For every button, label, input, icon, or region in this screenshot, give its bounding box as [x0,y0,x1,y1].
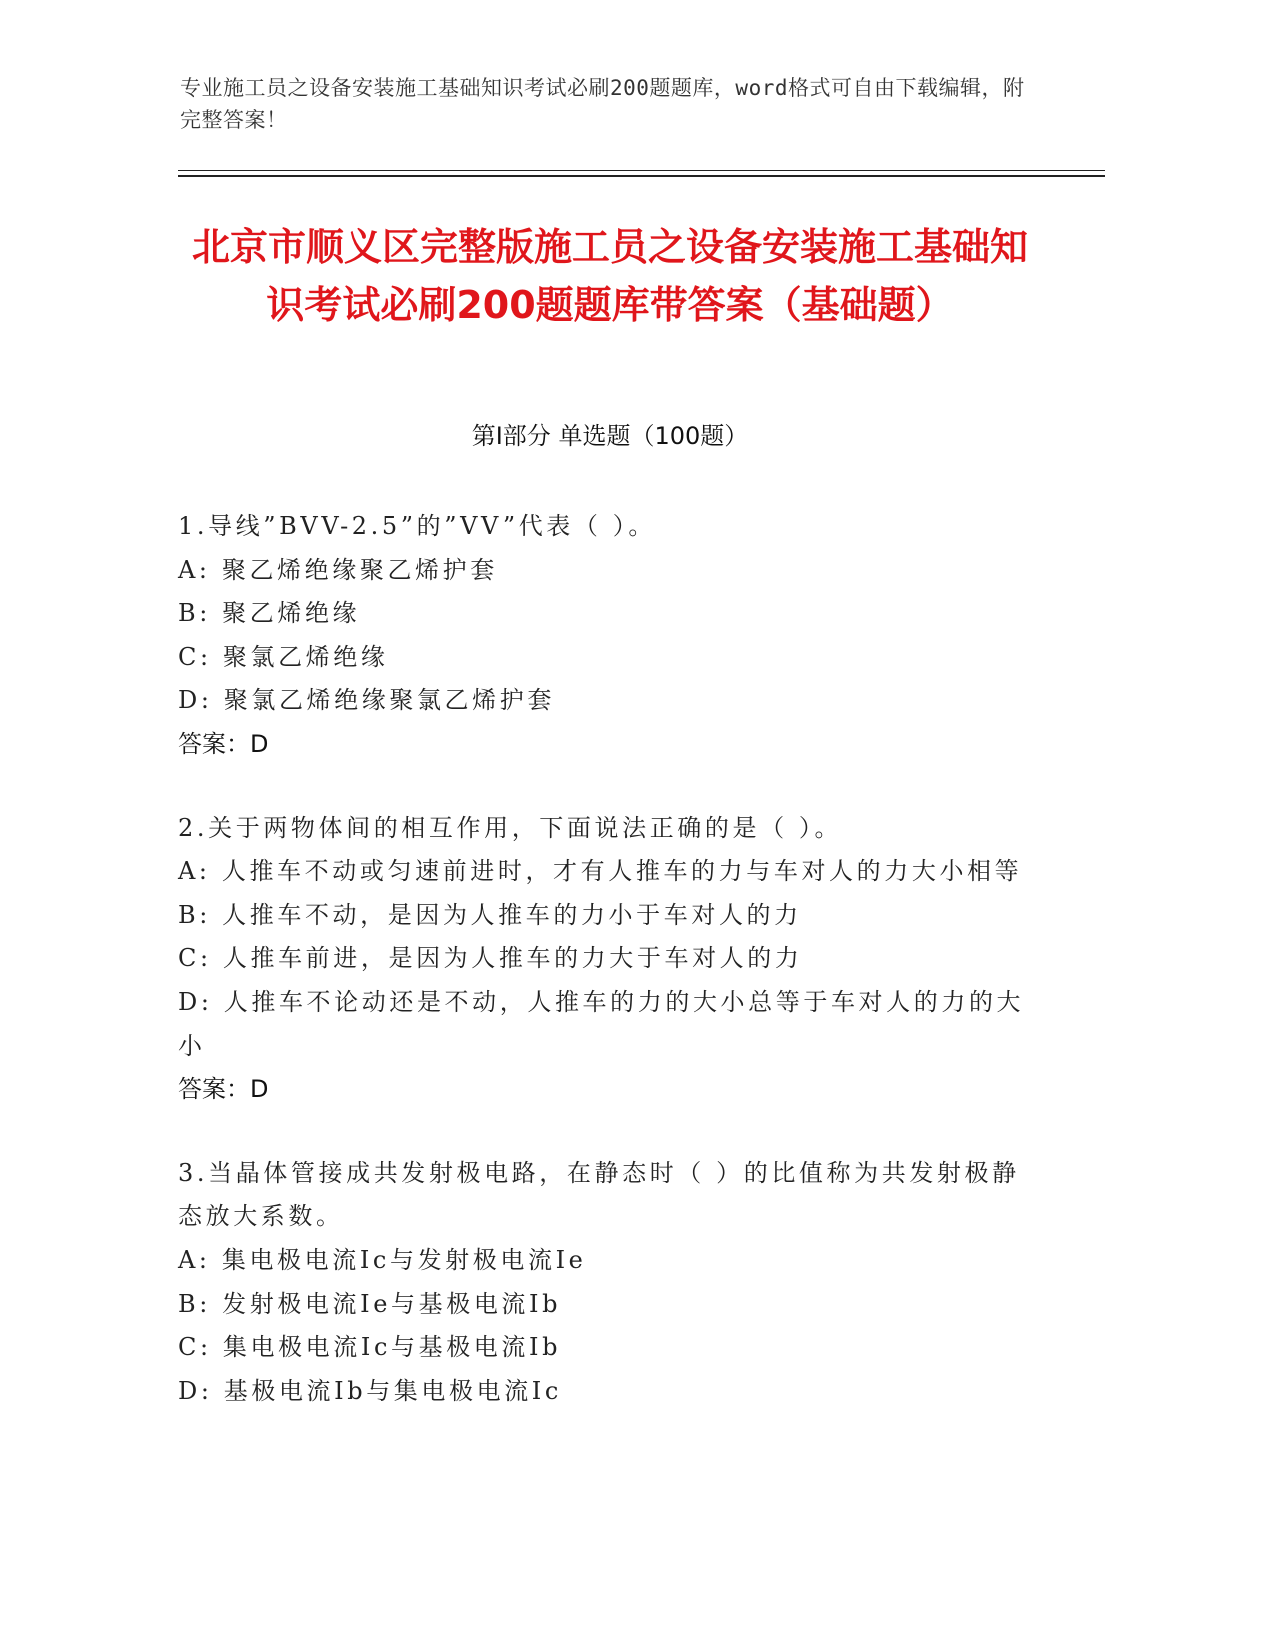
option-b: B: 人推车不动，是因为人推车的力小于车对人的力 [178,900,802,929]
question-stem: 2.关于两物体间的相互作用，下面说法正确的是（ ）。 [178,813,843,842]
header-divider-thick [178,175,1105,177]
option-d: D: 基极电流Ib与集电极电流Ic [178,1376,562,1405]
option-d: D: 聚氯乙烯绝缘聚氯乙烯护套 [178,686,555,715]
question-1 [178,505,1038,767]
question-stem: 3.当晶体管接成共发射极电路，在静态时（ ）的比值称为共发射极静态放大系数。 [178,1158,1020,1231]
section-title: 第Ⅰ部分 单选题（100题） [471,422,749,450]
option-a: A: 人推车不动或匀速前进时，才有人推车的力与车对人的力大小相等 [178,857,1023,886]
document-title: 北京市顺义区完整版施工员之设备安装施工基础知识考试必刷200题题库带答案（基础题） [191,225,1028,327]
option-a: A: 集电极电流Ic与发射极电流Ie [178,1245,587,1274]
question-3 [178,1152,1038,1414]
option-b: B: 聚乙烯绝缘 [178,599,361,628]
option-b: B: 发射极电流Ie与基极电流Ib [178,1289,562,1318]
option-d: D: 人推车不论动还是不动，人推车的力的大小总等于车对人的力的大小 [178,987,1025,1060]
option-a: A: 聚乙烯绝缘聚乙烯护套 [178,555,498,584]
answer: 答案：D [178,729,269,758]
option-c: C: 聚氯乙烯绝缘 [178,642,389,671]
question-stem: 1.导线”BVV-2.5”的”VV”代表（ ）。 [178,512,656,540]
option-c: C: 人推车前进，是因为人推车的力大于车对人的力 [178,944,803,973]
answer: 答案：D [178,1075,269,1104]
option-c: C: 集电极电流Ic与基极电流Ib [178,1333,562,1362]
question-2 [178,807,1038,1112]
header-divider-thin [178,170,1105,171]
document-header-note: 专业施工员之设备安装施工基础知识考试必刷200题题库，word格式可自由下载编辑，附完整答案！ [180,76,1025,132]
question-list [178,505,1038,1453]
